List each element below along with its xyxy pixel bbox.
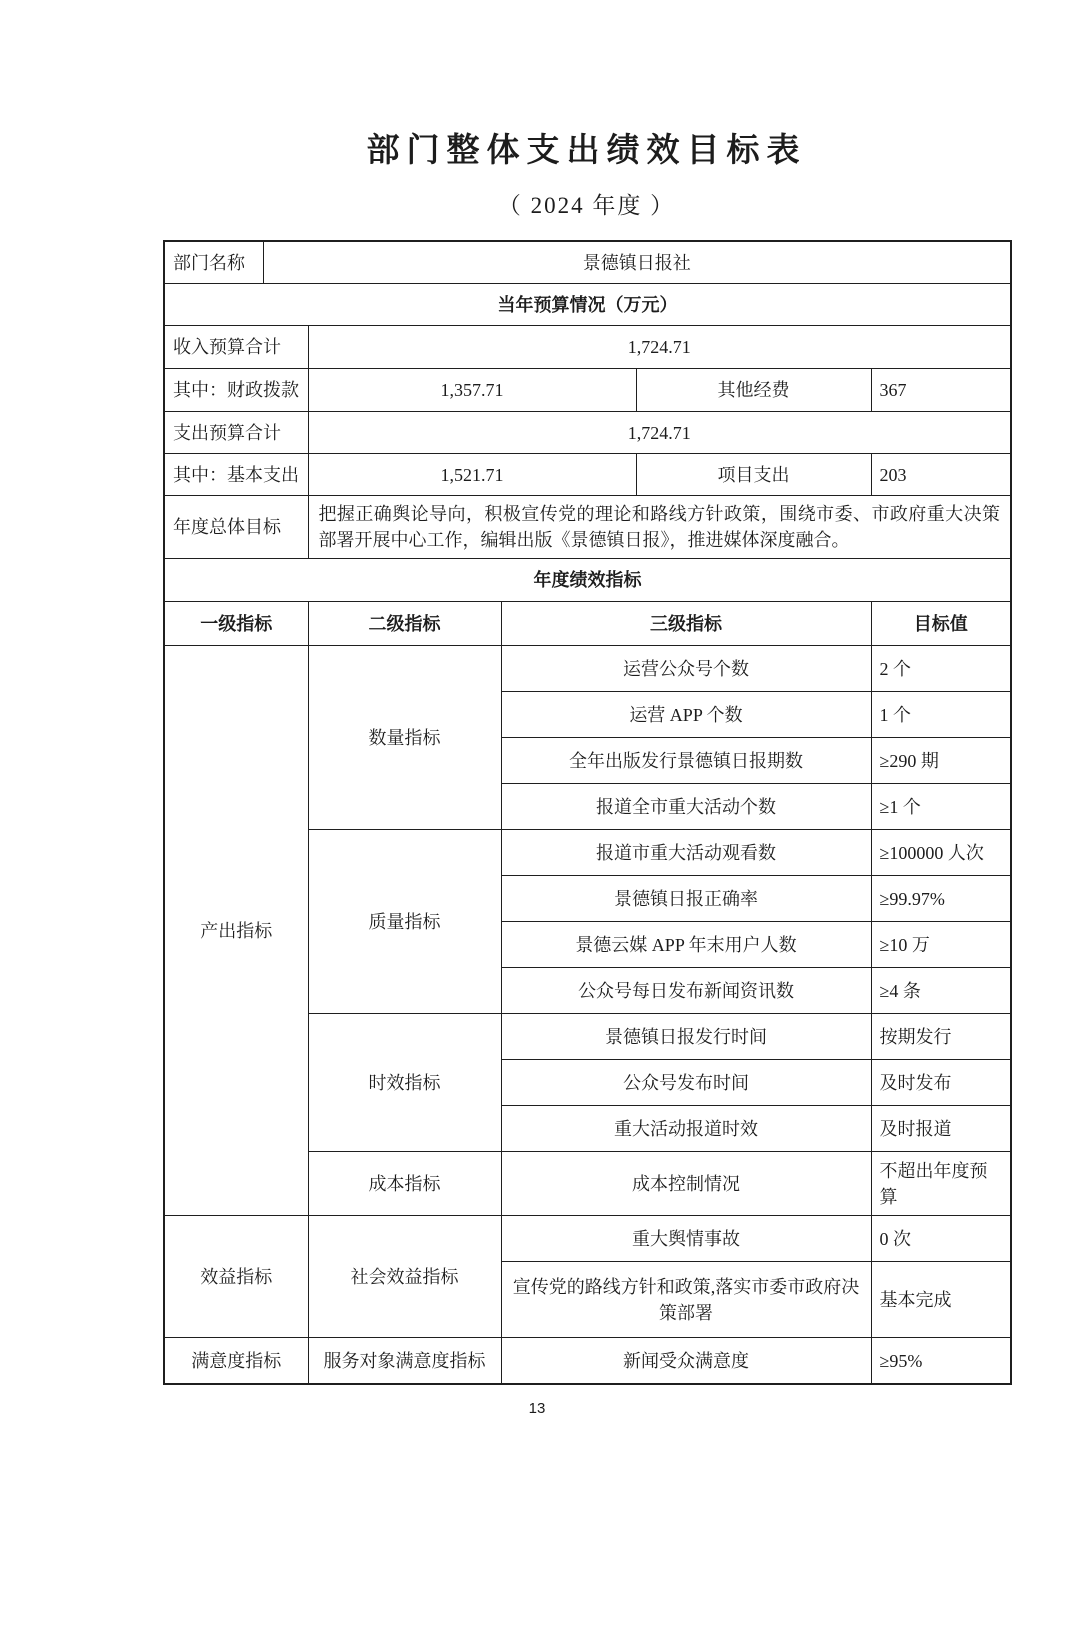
table-row: [164, 369, 1011, 412]
level2-cell: 时效指标: [308, 1014, 501, 1152]
level2-cell: 成本指标: [308, 1152, 501, 1216]
income-total-value: 1,724.71: [308, 326, 1011, 369]
header-level1: 一级指标: [164, 602, 308, 646]
level2-cell: 社会效益指标: [308, 1216, 501, 1338]
target-cell: ≥100000 人次: [871, 830, 1011, 876]
department-name: 景德镇日报社: [263, 241, 1011, 284]
target-cell: 不超出年度预算: [871, 1152, 1011, 1216]
other-funds-value: 367: [871, 369, 1011, 412]
annual-goal-label: 年度总体目标: [164, 496, 308, 559]
target-cell: 1 个: [871, 692, 1011, 738]
project-expense-value: 203: [871, 454, 1011, 496]
target-cell: ≥1 个: [871, 784, 1011, 830]
level1-cell: 满意度指标: [164, 1338, 308, 1384]
level3-cell: 公众号发布时间: [501, 1060, 871, 1106]
level3-cell: 景德镇日报发行时间: [501, 1014, 871, 1060]
level3-cell: 全年出版发行景德镇日报期数: [501, 738, 871, 784]
fiscal-label: 其中：财政拨款: [164, 369, 308, 412]
fiscal-value: 1,357.71: [308, 369, 636, 412]
project-expense-label: 项目支出: [636, 454, 871, 496]
indicator-header-row: [164, 602, 1011, 646]
level2-cell: 质量指标: [308, 830, 501, 1014]
budget-section-header: 当年预算情况（万元）: [164, 284, 1011, 326]
basic-expense-value: 1,521.71: [308, 454, 636, 496]
header-level2: 二级指标: [308, 602, 501, 646]
level2-cell: 服务对象满意度指标: [308, 1338, 501, 1384]
department-label: 部门名称: [164, 241, 263, 284]
level3-cell: 报道市重大活动观看数: [501, 830, 871, 876]
level3-cell: 重大舆情事故: [501, 1216, 871, 1262]
table-row: [164, 496, 1011, 559]
level3-cell: 宣传党的路线方针和政策,落实市委市政府决策部署: [501, 1262, 871, 1338]
level3-cell: 公众号每日发布新闻资讯数: [501, 968, 871, 1014]
performance-target-table: [163, 240, 1012, 1385]
page-subtitle: （ 2024 年度 ）: [497, 193, 676, 219]
target-cell: ≥10 万: [871, 922, 1011, 968]
level3-cell: 运营 APP 个数: [501, 692, 871, 738]
table-row: [164, 454, 1011, 496]
target-cell: 及时报道: [871, 1106, 1011, 1152]
level3-cell: 报道全市重大活动个数: [501, 784, 871, 830]
basic-expense-label: 其中：基本支出: [164, 454, 308, 496]
table-row: [164, 241, 1011, 284]
level3-cell: 景德镇日报正确率: [501, 876, 871, 922]
income-total-label: 收入预算合计: [164, 326, 308, 369]
level3-cell: 运营公众号个数: [501, 646, 871, 692]
target-cell: ≥95%: [871, 1338, 1011, 1384]
indicator-row: [164, 646, 1011, 692]
table-row: [164, 284, 1011, 326]
expense-total-label: 支出预算合计: [164, 412, 308, 454]
page-title: 部门整体支出绩效目标表: [366, 133, 807, 169]
level3-cell: 重大活动报道时效: [501, 1106, 871, 1152]
other-funds-label: 其他经费: [636, 369, 871, 412]
target-cell: 0 次: [871, 1216, 1011, 1262]
header-level3: 三级指标: [501, 602, 871, 646]
table-row: [164, 559, 1011, 602]
page-number: 13: [528, 1399, 546, 1417]
document-page: [163, 131, 1010, 1385]
target-cell: ≥290 期: [871, 738, 1011, 784]
level1-cell: 产出指标: [164, 646, 308, 1216]
target-cell: 2 个: [871, 646, 1011, 692]
table-row: [164, 326, 1011, 369]
level3-cell: 新闻受众满意度: [501, 1338, 871, 1384]
target-cell: ≥4 条: [871, 968, 1011, 1014]
target-cell: 及时发布: [871, 1060, 1011, 1106]
annual-goal-text: 把握正确舆论导向，积极宣传党的理论和路线方针政策，围绕市委、市政府重大决策部署开展中心工作，编辑出版《景德镇日报》，推进媒体深度融合。: [308, 496, 1011, 559]
indicator-row: [164, 1338, 1011, 1384]
level1-cell: 效益指标: [164, 1216, 308, 1338]
target-cell: 按期发行: [871, 1014, 1011, 1060]
indicator-section-header: 年度绩效指标: [164, 559, 1011, 602]
indicator-row: [164, 1216, 1011, 1262]
expense-total-value: 1,724.71: [308, 412, 1011, 454]
table-row: [164, 412, 1011, 454]
target-cell: ≥99.97%: [871, 876, 1011, 922]
level2-cell: 数量指标: [308, 646, 501, 830]
header-target: 目标值: [871, 602, 1011, 646]
target-cell: 基本完成: [871, 1262, 1011, 1338]
level3-cell: 景德云媒 APP 年末用户人数: [501, 922, 871, 968]
level3-cell: 成本控制情况: [501, 1152, 871, 1216]
